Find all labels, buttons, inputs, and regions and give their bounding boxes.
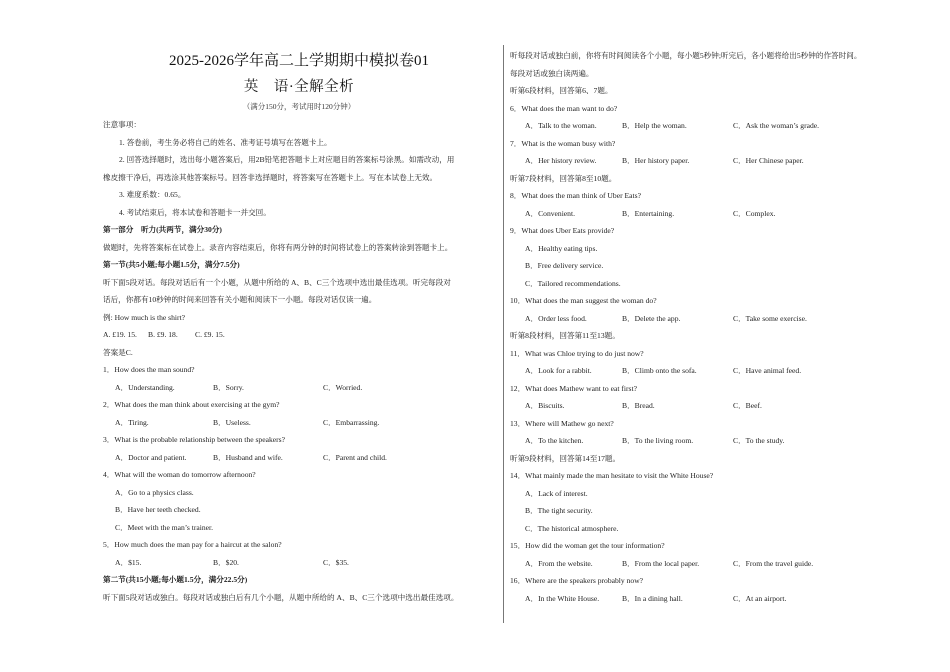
option-c: C．Worried. xyxy=(323,382,363,392)
option-a: A．Look for a rabbit. xyxy=(525,366,592,375)
option-b: B．From the local paper. xyxy=(622,558,700,568)
option-a: A．In the White House. xyxy=(525,593,600,603)
option-a: A. £19. 15. xyxy=(103,330,137,339)
option-c: C．Her Chinese paper. xyxy=(733,156,804,165)
answer-options xyxy=(510,555,910,573)
option-b: B．To the living room. xyxy=(622,436,694,445)
answer-options xyxy=(510,397,910,415)
option-b: B．$20. xyxy=(213,557,239,567)
paragraph-line: 橡皮擦干净后，再选涂其他答案标号。回答非选择题时，将答案写在答题卡上。写在本试卷上无效。 xyxy=(103,172,438,182)
instruction-item: 4. 考试结束后，将本试卷和答题卡一并交回。 xyxy=(119,207,271,217)
question: 14．What mainly made the man hesitate to visit the White House? xyxy=(510,471,714,480)
answer-options xyxy=(103,554,498,572)
paragraph-line: 做题时，先将答案标在试卷上。录音内容结束后，你将有两分钟的时间将试卷上的答案转涂到答题卡上。 xyxy=(103,242,453,252)
question: 11．What was Chloe trying to do just now? xyxy=(510,348,644,358)
answer-option: A．Healthy eating tips. xyxy=(525,243,598,253)
question: 1．How does the man sound? xyxy=(103,365,195,374)
option-c: C. £9. 15. xyxy=(195,330,225,339)
option-a: A．Biscuits. xyxy=(525,401,565,410)
option-b: B. £9. 18. xyxy=(148,330,178,339)
option-c: C．At an airport. xyxy=(733,593,787,603)
answer-options xyxy=(510,432,910,450)
paragraph-line: 听第6段材料，回答第6、7题。 xyxy=(510,86,613,95)
option-b: B．Bread. xyxy=(622,401,655,410)
answer-option: B．The tight security. xyxy=(525,506,593,515)
answer-option: C．Meet with the man’s trainer. xyxy=(115,522,214,532)
section-heading: 第一节(共5小题;每小题1.5分，满分7.5分) xyxy=(103,260,240,269)
question: 3．What is the probable relationship between the speakers? xyxy=(103,435,285,444)
section-heading: 第二节(共15小题;每小题1.5分，满分22.5分) xyxy=(103,575,248,584)
option-c: C．Parent and child. xyxy=(323,452,387,462)
question: 6．What does the man want to do? xyxy=(510,103,618,113)
option-b: B．Useless. xyxy=(213,417,251,427)
right-column xyxy=(510,47,910,607)
paragraph-line: 例: How much is the shirt? xyxy=(103,312,186,322)
paragraph-line: 答案是C. xyxy=(103,347,133,357)
paragraph-line: 听每段对话或独白前，你将有时间阅读各个小题，每小题5秒钟;听完后，各小题将给出5秒钟的作答时间。 xyxy=(510,51,862,60)
example-options xyxy=(103,326,498,344)
document-subtitle: 英 语·全解全析 xyxy=(243,79,355,95)
question: 4．What will the woman do tomorrow afternoon? xyxy=(103,470,256,479)
option-a: A．Doctor and patient. xyxy=(115,452,187,462)
option-a: A．Talk to the woman. xyxy=(525,121,597,130)
answer-options xyxy=(510,152,910,170)
paragraph-line: 每段对话或独白读两遍。 xyxy=(510,68,594,78)
paragraph-line: 听第7段材料，回答第8至10题。 xyxy=(510,173,617,183)
option-a: A．Understanding. xyxy=(115,382,175,392)
answer-option: C．Tailored recommendations. xyxy=(525,278,621,288)
paragraph-line: 听下面5段对话或独白。每段对话或独白后有几个小题，从题中所给的 A、B、C三个选项中选出最佳选项。 xyxy=(103,592,459,602)
question: 13．Where will Mathew go next? xyxy=(510,418,614,428)
answer-option: B．Free delivery service. xyxy=(525,261,604,270)
option-a: A．Order less food. xyxy=(525,313,587,323)
question: 9．What does Uber Eats provide? xyxy=(510,226,615,235)
option-b: B．Husband and wife. xyxy=(213,452,283,462)
question: 16．Where are the speakers probably now? xyxy=(510,576,644,585)
option-c: C．Embarrassing. xyxy=(323,417,380,427)
option-c: C．Complex. xyxy=(733,208,776,218)
option-c: C．Have animal feed. xyxy=(733,366,802,375)
answer-options xyxy=(103,449,498,467)
exam-info-note: （满分150分，考试用时120分钟） xyxy=(242,102,356,111)
option-c: C．Ask the woman’s grade. xyxy=(733,121,820,130)
option-a: A．To the kitchen. xyxy=(525,436,584,445)
answer-options xyxy=(510,310,910,328)
option-b: B．Sorry. xyxy=(213,382,244,392)
option-a: A．Tiring. xyxy=(115,417,149,427)
question: 15．How did the woman get the tour information? xyxy=(510,541,665,550)
option-c: C．$35. xyxy=(323,557,349,567)
option-b: B．Entertaining. xyxy=(622,208,675,218)
question: 12．What does Mathew want to eat first? xyxy=(510,383,637,393)
instruction-item: 1. 答卷前，考生务必将自己的姓名、准考证号填写在答题卡上。 xyxy=(119,137,332,147)
paragraph-line: 听第9段材料，回答第14至17题。 xyxy=(510,453,621,463)
column-divider xyxy=(503,45,504,623)
left-column xyxy=(103,116,498,606)
answer-options xyxy=(510,362,910,380)
answer-option: A．Go to a physics class. xyxy=(115,487,194,497)
option-a: A．$15. xyxy=(115,557,142,567)
answer-options xyxy=(510,117,910,135)
answer-option: B．Have her teeth checked. xyxy=(115,505,201,514)
instruction-item: 2. 回答选择题时，选出每小题答案后，用2B铅笔把答题卡上对应题目的答案标号涂黑。如需改动，用 xyxy=(119,155,455,164)
answer-options xyxy=(510,590,910,608)
paragraph-line: 听下面5段对话。每段对话后有一个小题，从题中所给的 A、B、C三个选项中选出最佳选项。听完每段对 xyxy=(103,277,451,287)
answer-options xyxy=(510,205,910,223)
option-a: A．From the website. xyxy=(525,558,593,568)
document-title: 2025-2026学年高二上学期期中模拟卷01 xyxy=(169,53,429,69)
option-c: C．Take some exercise. xyxy=(733,313,807,323)
option-c: C．To the study. xyxy=(733,436,785,445)
option-b: B．Delete the app. xyxy=(622,313,681,323)
option-b: B．Climb onto the sofa. xyxy=(622,366,697,375)
question: 5．How much does the man pay for a haircut at the salon? xyxy=(103,540,282,549)
answer-options xyxy=(103,414,498,432)
section-heading: 第一部分 听力(共两节，满分30分) xyxy=(103,225,222,234)
option-a: A．Her history review. xyxy=(525,156,597,165)
answer-option: C．The historical atmosphere. xyxy=(525,523,619,533)
question: 10．What does the man suggest the woman do? xyxy=(510,296,657,305)
paragraph-line: 话后，你都有10秒钟的时间来回答有关小题和阅读下一小题。每段对话仅读一遍。 xyxy=(103,295,377,304)
answer-option: A．Lack of interest. xyxy=(525,488,588,498)
question: 7．What is the woman busy with? xyxy=(510,138,616,148)
option-c: C．Beef. xyxy=(733,401,762,410)
question: 2．What does the man think about exercising at the gym? xyxy=(103,400,280,409)
option-c: C．From the travel guide. xyxy=(733,558,814,568)
paragraph-line: 注意事项： xyxy=(103,120,141,129)
paragraph-line: 听第8段材料，回答第11至13题。 xyxy=(510,331,620,340)
option-b: B．Her history paper. xyxy=(622,156,690,165)
question: 8．What does the man think of Uber Eats? xyxy=(510,191,641,200)
option-b: B．Help the woman. xyxy=(622,121,687,130)
answer-options xyxy=(103,379,498,397)
option-b: B．In a dining hall. xyxy=(622,593,683,603)
instruction-item: 3. 难度系数：0.65。 xyxy=(119,190,186,199)
option-a: A．Convenient. xyxy=(525,208,575,218)
